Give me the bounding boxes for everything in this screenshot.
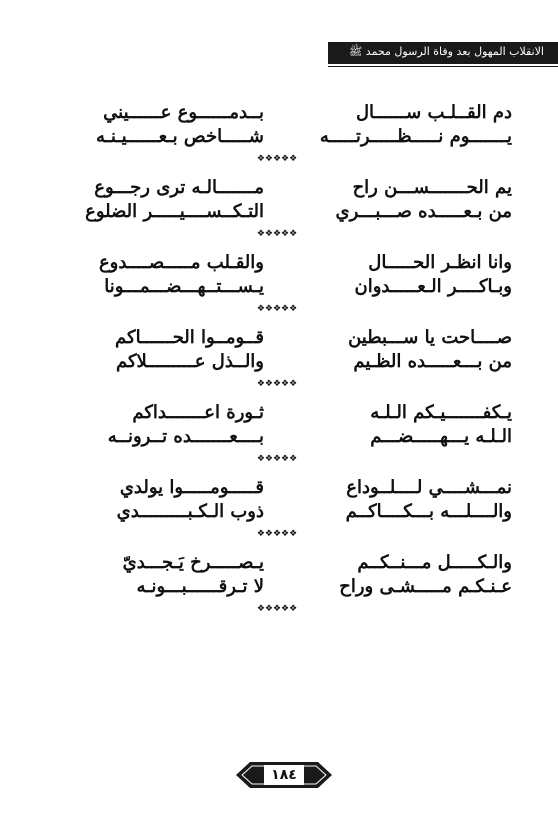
verse-second-hemistich: لا تـرقــــــبـــونـه	[136, 575, 264, 597]
verse-second-hemistich: يـصـــــرخ يَـجـــديّ	[122, 551, 264, 573]
poem-body	[42, 100, 512, 625]
verse-line	[42, 124, 512, 148]
verse-second-hemistich: والــذل عـــــــــلاكم	[115, 350, 264, 372]
verse-first-hemistich: دم القــلـب ســــــال	[355, 101, 512, 123]
verse-second-hemistich: يـســـتــهـــضـــمـــونا	[104, 275, 264, 297]
running-header	[328, 42, 558, 64]
stanza	[42, 550, 512, 625]
verse-line	[42, 325, 512, 349]
stanza	[42, 250, 512, 325]
stanza-separator: ❖❖❖❖❖	[256, 379, 298, 389]
verse-first-hemistich: والـكـــــل مـــنــكــم	[357, 551, 512, 573]
verse-first-hemistich: وانا انظـر الحـــــال	[368, 251, 512, 273]
verse-second-hemistich: بــدمــــــوع عــــــيني	[103, 101, 264, 123]
verse-first-hemistich: الـلـه يـــهـــــضـــم	[370, 425, 512, 447]
verse-line	[42, 475, 512, 499]
verse-line	[42, 550, 512, 574]
verse-line	[42, 175, 512, 199]
verse-first-hemistich: من بـعـــــده صـــبـــري	[335, 200, 512, 222]
verse-line	[42, 499, 512, 523]
stanza	[42, 475, 512, 550]
verse-first-hemistich: يـكفـــــــيـكم الـلـه	[370, 401, 512, 423]
verse-line	[42, 199, 512, 223]
verse-line	[42, 400, 512, 424]
verse-line	[42, 574, 512, 598]
verse-line	[42, 424, 512, 448]
verse-first-hemistich: صــــاحت يا ســـبطين	[348, 326, 512, 348]
verse-first-hemistich: عـنـكـم مـــــشـى وراح	[339, 575, 512, 597]
header-rule	[328, 66, 558, 67]
stanza	[42, 400, 512, 475]
verse-second-hemistich: بــــعـــــــده تــرونــه	[107, 425, 264, 447]
verse-second-hemistich: ثـورة اعـــــــداكم	[132, 401, 264, 423]
verse-second-hemistich: قـــــومـــــوا يولدي	[119, 476, 264, 498]
stanza-separator: ❖❖❖❖❖	[256, 529, 298, 539]
verse-first-hemistich: من بـــعـــــده الظـيم	[353, 350, 512, 372]
verse-first-hemistich: نمـــشــــي لــــلــوداع	[346, 476, 512, 498]
stanza-separator: ❖❖❖❖❖	[256, 454, 298, 464]
verse-second-hemistich: التـكــســــيـــــر الضلوع	[85, 200, 264, 222]
page-footer	[236, 762, 332, 788]
verse-second-hemistich: مـــــــالـه ترى رجـــوع	[94, 176, 264, 198]
stanza	[42, 175, 512, 250]
verse-first-hemistich: وبـاكــــر الـعـــــدوان	[354, 275, 512, 297]
book-title: الانقلاب المهول بعد وفاة الرسول محمد ﷺ	[349, 45, 544, 58]
stanza-separator: ❖❖❖❖❖	[256, 229, 298, 239]
verse-first-hemistich: والــــلـــه بـــكــــاكــم	[345, 500, 512, 522]
page-number: ١٨٤	[264, 765, 304, 785]
stanza	[42, 325, 512, 400]
verse-second-hemistich: قــومــوا الحــــــاكم	[115, 326, 264, 348]
verse-second-hemistich: ذوب الـكـبـــــــــدي	[116, 500, 264, 522]
stanza-separator: ❖❖❖❖❖	[256, 304, 298, 314]
verse-line	[42, 274, 512, 298]
verse-second-hemistich: شـــــاخص بـعــــــيـنـه	[95, 125, 264, 147]
stanza-separator: ❖❖❖❖❖	[256, 604, 298, 614]
verse-first-hemistich: يـــــــوم نـــــظـــــرتـــــه	[319, 125, 512, 147]
verse-line	[42, 100, 512, 124]
verse-second-hemistich: والقـلب مـــــصــــدوع	[98, 251, 264, 273]
stanza	[42, 100, 512, 175]
verse-line	[42, 349, 512, 373]
stanza-separator: ❖❖❖❖❖	[256, 154, 298, 164]
verse-first-hemistich: يم الحـــــــســـن راح	[352, 176, 512, 198]
verse-line	[42, 250, 512, 274]
